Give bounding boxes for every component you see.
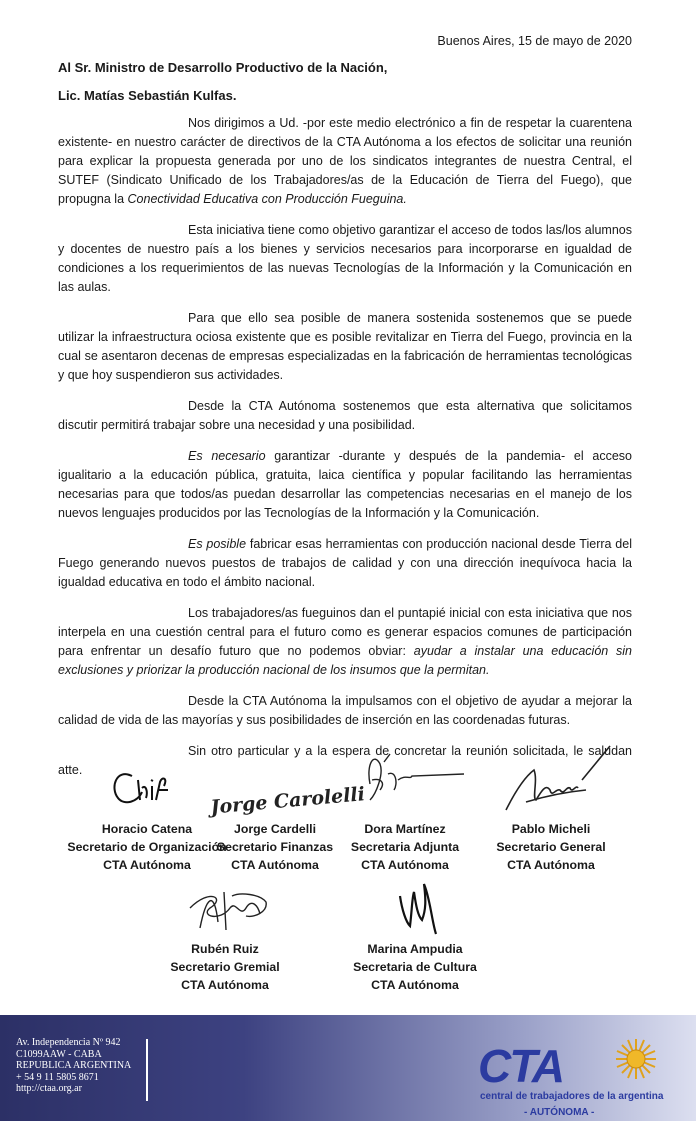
logo-tag: - AUTÓNOMA - [524,1107,595,1118]
signatory-org: CTA Autónoma [361,858,449,872]
signatory-org: CTA Autónoma [231,858,319,872]
website-link[interactable]: http://ctaa.org.ar [16,1083,82,1094]
signature-block-micheli [466,740,636,874]
letterhead-footer [0,1015,696,1121]
cta-logo [478,1037,668,1121]
paragraph: Sin otro particular y a la espera de concretar la reunión solicitada, le saludan atte. [58,744,632,777]
recipient-name: Lic. Matías Sebastián Kulfas. [58,88,237,103]
signatory-org: CTA Autónoma [371,978,459,992]
paragraph: Nos dirigimos a Ud. -por este medio electrónico a fin de respetar la cuarentena existente- en nuestro carácter de directivos de la CTA Autónoma a los efectos de solicitar una reunión para explicar la propuesta generada por uno de los sindicatos integrantes de nuestra Central, el SUTEF (Sindicato Unificado de los Trabajadores/as de la Educación de Tierra del Fuego), que propugna la Conectividad Educativa con Producción Fueguina. [58,116,632,206]
paragraph: Esta iniciativa tiene como objetivo garantizar el acceso de todos las/los alumnos y docentes de nuestro país a los bienes y servicios necesarios para incorporarse en igualdad de condiciones a los requerimientos de las nuevas Tecnologías de la Información y la Comunicación en las aulas. [58,223,632,294]
signatory-name: Rubén Ruiz [191,942,259,956]
paragraph: Desde la CTA Autónoma sostenemos que esta alternativa que solicitamos discutir permitirá trabajar sobre una necesidad y una posibilidad. [58,399,632,432]
signatory-name: Horacio Catena [101,822,193,836]
signatory-org: CTA Autónoma [507,858,595,872]
logo-wordmark: CTA [478,1040,564,1092]
phone-line: + 54 9 11 5805 8671 [16,1071,99,1083]
signatory-role: Secretario de Organización [67,840,227,854]
svg-text:Jorge Carolelli: Jorge Carolelli [209,783,366,819]
paragraph: Es posible fabricar esas herramientas con producción nacional desde Tierra del Fuego generando nuevos puestos de trabajos de calidad y con una dirección inequívoca hacia la igualdad educativa en todo el ámbito nacional. [58,537,632,589]
signatory-name: Jorge Cardelli [233,822,316,836]
footer-divider [146,1039,148,1101]
paragraph: Para que ello sea posible de manera sostenida sostenemos que se puede utilizar la infraestructura ociosa existente que es posible revitalizar en Tierra del Fuego, provincia en la cual se asentaron decenas de empresas especializadas en la fabricación de herramientas tecnológicas y que hoy suspendieron sus actividades. [58,311,632,382]
address-line: REPUBLICA ARGENTINA [16,1060,132,1071]
letter-body [58,114,632,792]
letter-date: Buenos Aires, 15 de mayo de 2020 [437,34,632,48]
handwritten-signature-icon [170,878,280,940]
logo-subtitle: central de trabajadores de la argentina [480,1091,664,1102]
signature-block-ruiz [140,878,310,994]
signatory-name: Dora Martínez [364,822,446,836]
handwritten-signature-icon [340,744,470,820]
handwritten-signature-icon [102,758,192,820]
signatory-role: Secretario General [496,840,606,854]
signatory-role: Secretaria Adjunta [350,840,460,854]
address-line: C1099AAW - CABA [16,1048,102,1060]
signature-block-ampudia [330,870,500,994]
address-line: Av. Independencia Nº 942 [16,1037,121,1048]
signatory-org: CTA Autónoma [181,978,269,992]
signatory-role: Secretaria de Cultura [353,960,477,974]
paragraph: Desde la CTA Autónoma la impulsamos con el objetivo de ayudar a mejorar la calidad de vida de las mayorías y sus posibilidades de inserción en las coordenadas futuras. [58,694,632,727]
signature-block-martinez [320,744,490,874]
handwritten-signature-icon [486,740,616,820]
sun-of-may-icon [614,1037,658,1081]
signatory-org: CTA Autónoma [103,858,191,872]
signatory-role: Secretario Finanzas [216,840,334,854]
paragraph: Los trabajadores/as fueguinos dan el puntapié inicial con esta iniciativa que nos interpela en una cuestión central para el futuro como es generar espacios comunes de participación para enfrentar un desafío futuro que no podemos obviar: ayudar a instalar una educación sin exclusiones y priorizar la producción nacional de los insumos que la permitan. [58,606,632,677]
signatory-role: Secretario Gremial [170,960,280,974]
signatory-name: Pablo Micheli [511,822,591,836]
handwritten-signature-icon [360,870,470,940]
footer-address [16,1037,131,1095]
recipient-title: Al Sr. Ministro de Desarrollo Productivo de la Nación, [58,60,388,75]
signatory-name: Marina Ampudia [367,942,463,956]
paragraph: Es necesario garantizar -durante y después de la pandemia- el acceso igualitario a la educación pública, gratuita, laica científica y popular facilitando las herramientas necesarias para que todos/as puedan desarrollar las competencias necesarias en el manejo de los nuevos lenguajes producidos por las Tecnologías de la Información y la Comunicación. [58,449,632,520]
